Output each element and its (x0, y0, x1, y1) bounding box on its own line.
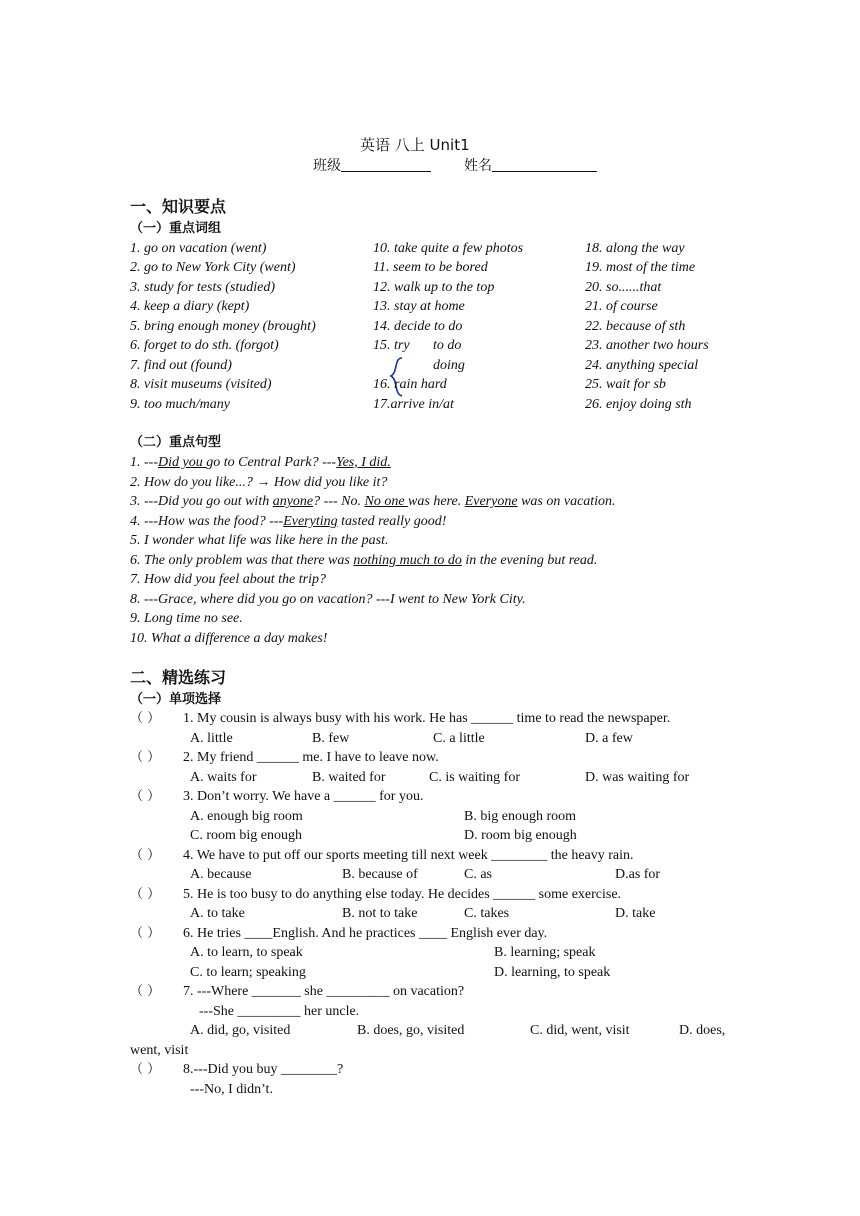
q1-option-b: B. few (312, 731, 350, 746)
name-field (464, 157, 597, 176)
sentence-1-underline: Yes, I did. (336, 455, 391, 470)
name-blank (492, 157, 597, 172)
sentence-3-part: 3. ---Did you go out with (130, 494, 273, 509)
q5-option-b: B. not to take (342, 906, 418, 921)
q1-option-a: A. little (190, 731, 233, 746)
q7-option-b: B. does, go, visited (357, 1023, 465, 1038)
sentence-3-part: was here. (408, 494, 465, 509)
answer-paren[interactable]: （ ） (130, 926, 161, 941)
class-field (313, 157, 431, 176)
q2-option-b: B. waited for (312, 770, 386, 785)
section1-heading: 一、知识要点 (130, 197, 227, 216)
sentence-2: 2. How do you like...? → How did you like it? (130, 475, 388, 490)
phrase-18: 18. along the way (585, 241, 685, 256)
question-3-stem: 3. Don’t worry. We have a ______ for you. (183, 789, 424, 804)
question-2-stem: 2. My friend ______ me. I have to leave now. (183, 750, 439, 765)
answer-paren[interactable]: （ ） (130, 984, 161, 999)
answer-paren[interactable]: （ ） (130, 848, 161, 863)
section2-sub1: （一）单项选择 (130, 692, 222, 707)
q6-option-d: D. learning, to speak (494, 965, 611, 980)
q3-option-b: B. big enough room (464, 809, 576, 824)
question-8-stem2: ---No, I didn’t. (190, 1082, 273, 1097)
q4-option-d: D.as for (615, 867, 661, 882)
question-6-stem: 6. He tries ____English. And he practices ____ English ever day. (183, 926, 548, 941)
phrase-13: 13. stay at home (373, 299, 465, 314)
sentence-3-part: was on vacation. (517, 494, 616, 509)
phrase-15-try: 15. try (373, 338, 410, 353)
q4-option-b: B. because of (342, 867, 418, 882)
section2-heading: 二、精选练习 (130, 668, 227, 687)
phrase-17: 17.arrive in/at (373, 397, 454, 412)
section1-sub1: （一）重点词组 (130, 221, 222, 236)
sentence-3-part: ? --- No. (313, 494, 365, 509)
question-1-stem: 1. My cousin is always busy with his work. He has ______ time to read the newspaper. (183, 711, 671, 726)
sentence-3-underline: anyone (272, 494, 314, 509)
phrase-23: 23. another two hours (585, 338, 709, 353)
q1-option-d: D. a few (585, 731, 633, 746)
question-8-stem: 8.---Did you buy ________? (183, 1062, 344, 1077)
phrase-22: 22. because of sth (585, 319, 686, 334)
sentence-3-underline: No one (364, 494, 409, 509)
answer-paren[interactable]: （ ） (130, 887, 161, 902)
phrase-11: 11. seem to be bored (373, 260, 488, 275)
answer-paren[interactable]: （ ） (130, 1062, 161, 1077)
answer-paren[interactable]: （ ） (130, 750, 161, 765)
sentence-8: 8. ---Grace, where did you go on vacation? ---I went to New York City. (130, 592, 526, 607)
question-7-stem2: ---She _________ her uncle. (199, 1004, 360, 1019)
sentence-10: 10. What a difference a day makes! (130, 631, 328, 646)
q5-option-a: A. to take (190, 906, 245, 921)
sentence-1 (130, 453, 391, 472)
sentence-6-underline: nothing much to do (353, 553, 462, 568)
q2-option-d: D. was waiting for (585, 770, 690, 785)
phrase-16: 16. rain hard (373, 377, 447, 392)
sentence-7: 7. How did you feel about the trip? (130, 572, 326, 587)
sentence-4-underline: Everyting (283, 514, 338, 529)
phrase-19: 19. most of the time (585, 260, 696, 275)
sentence-1-part: go to Central Park? --- (206, 455, 337, 470)
sentence-3 (130, 492, 616, 511)
phrase-9: 9. too much/many (130, 397, 230, 412)
q7-option-c: C. did, went, visit (530, 1023, 630, 1038)
phrase-12: 12. walk up to the top (373, 280, 495, 295)
sentence-4-part: 4. ---How was the food? --- (130, 514, 284, 529)
q6-option-a: A. to learn, to speak (190, 945, 303, 960)
sentence-1-underline: Did you (158, 455, 207, 470)
name-label: 姓名 (464, 158, 492, 174)
answer-paren[interactable]: （ ） (130, 711, 161, 726)
q6-option-b: B. learning; speak (494, 945, 596, 960)
q5-option-d: D. take (615, 906, 656, 921)
sentence-3-underline: Everyone (464, 494, 518, 509)
q4-option-c: C. as (464, 867, 492, 882)
class-blank (341, 157, 431, 172)
phrase-25: 25. wait for sb (585, 377, 666, 392)
question-7-stem: 7. ---Where _______ she _________ on vacation? (183, 984, 465, 999)
q2-option-c: C. is waiting for (429, 770, 520, 785)
sentence-6 (130, 551, 597, 570)
phrase-5: 5. bring enough money (brought) (130, 319, 316, 334)
q6-option-c: C. to learn; speaking (190, 965, 306, 980)
question-5-stem: 5. He is too busy to do anything else today. He decides ______ some exercise. (183, 887, 622, 902)
phrase-15-to-do: to do (433, 338, 462, 353)
q3-option-c: C. room big enough (190, 828, 302, 843)
q2-option-a: A. waits for (190, 770, 257, 785)
answer-paren[interactable]: （ ） (130, 789, 161, 804)
phrase-20: 20. so......that (585, 280, 662, 295)
phrase-6: 6. forget to do sth. (forgot) (130, 338, 279, 353)
question-4-stem: 4. We have to put off our sports meeting till next week ________ the heavy rain. (183, 848, 634, 863)
phrase-15-doing: doing (433, 358, 465, 373)
q4-option-a: A. because (190, 867, 252, 882)
sentence-6-part: in the evening but read. (461, 553, 598, 568)
page-title: 英语 八上 Unit1 (360, 136, 470, 154)
q7-option-a: A. did, go, visited (190, 1023, 291, 1038)
phrase-4: 4. keep a diary (kept) (130, 299, 250, 314)
phrase-7: 7. find out (found) (130, 358, 232, 373)
q5-option-c: C. takes (464, 906, 510, 921)
sentence-4 (130, 512, 446, 531)
sentence-4-part: tasted really good! (337, 514, 447, 529)
phrase-1: 1. go on vacation (went) (130, 241, 267, 256)
q7-option-d: D. does, (679, 1023, 726, 1038)
sentence-5: 5. I wonder what life was like here in the past. (130, 533, 389, 548)
phrase-21: 21. of course (585, 299, 658, 314)
q7-option-d-cont: went, visit (130, 1043, 189, 1058)
phrase-10: 10. take quite a few photos (373, 241, 524, 256)
q3-option-a: A. enough big room (190, 809, 303, 824)
section1-sub2: （二）重点句型 (130, 435, 222, 450)
phrase-8: 8. visit museums (visited) (130, 377, 272, 392)
sentence-9: 9. Long time no see. (130, 611, 243, 626)
q3-option-d: D. room big enough (464, 828, 577, 843)
phrase-24: 24. anything special (585, 358, 699, 373)
q1-option-c: C. a little (433, 731, 485, 746)
class-label: 班级 (313, 158, 341, 174)
phrase-14: 14. decide to do (373, 319, 463, 334)
phrase-3: 3. study for tests (studied) (130, 280, 276, 295)
phrase-2: 2. go to New York City (went) (130, 260, 296, 275)
phrase-26: 26. enjoy doing sth (585, 397, 692, 412)
sentence-1-part: 1. --- (130, 455, 158, 470)
sentence-6-part: 6. The only problem was that there was (130, 553, 354, 568)
